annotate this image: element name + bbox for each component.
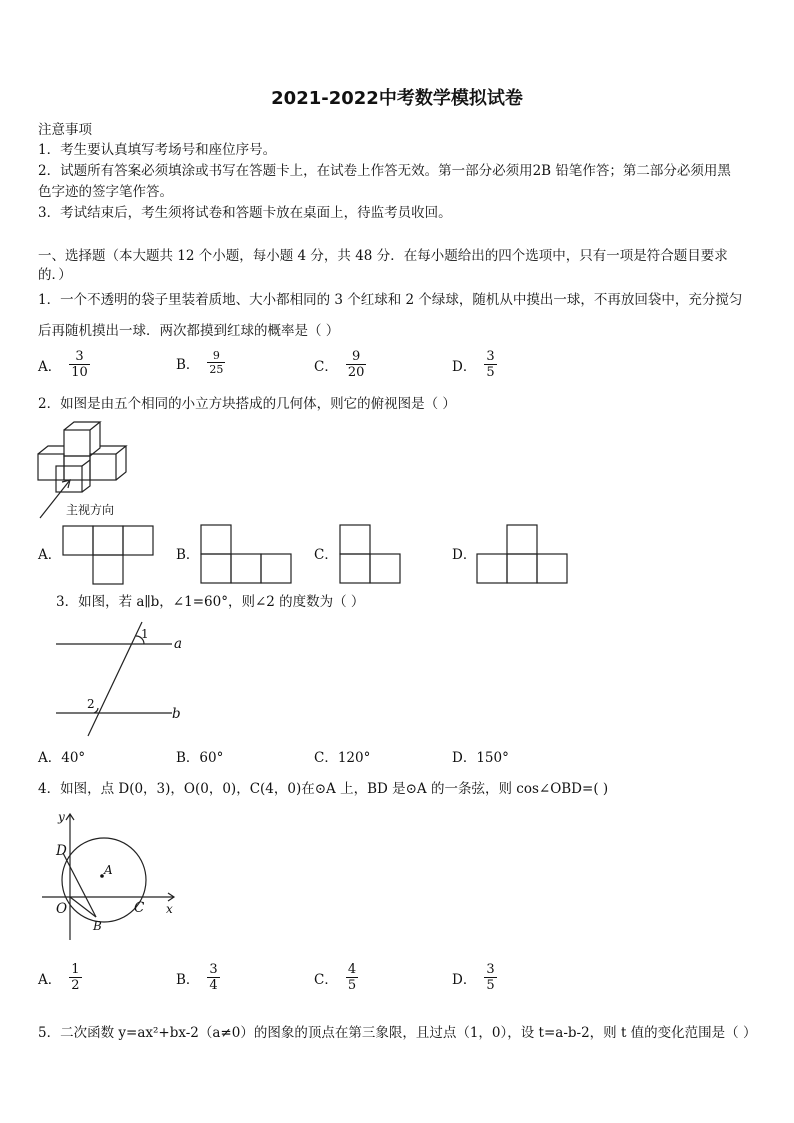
q4-point-b-label: B (93, 919, 102, 933)
q1-option-d[interactable]: D． $\frac{3}{5}$ (452, 349, 495, 380)
q3-angle1-label: 1 (141, 627, 149, 641)
notice-heading: 注意事项 (38, 122, 92, 138)
q3-angle2-label: 2 (87, 697, 95, 711)
notice-item: 2．试题所有答案必须填涂或书写在答题卡上，在试卷上作答无效。第一部分必须用2B 铅笔作答；第二部分必须用黑 (38, 163, 731, 179)
q1-option-c[interactable]: C． $\frac{9}{20}$ (314, 349, 365, 380)
q1-stem: 1．一个不透明的袋子里装着质地、大小都相同的 3 个红球和 2 个绿球，随机从中摸出一球，不再放回袋中，充分搅匀 (38, 292, 743, 308)
q5-stem: 5．二次函数 y=ax²+bx-2（a≠0）的图象的顶点在第三象限，且过点（1，0），设 t=a-b-2，则 t 值的变化范围是（ ） (38, 1025, 757, 1041)
q4-axis-x-label: x (166, 902, 173, 916)
q2-stem: 2．如图是由五个相同的小立方块搭成的几何体，则它的俯视图是（ ） (38, 396, 456, 412)
q1-option-b[interactable]: B． $\frac{9}{25}$ (176, 349, 224, 376)
view-direction-label: 主视方向 (66, 503, 115, 517)
q4-axis-y-label: y (58, 810, 65, 824)
section-heading-cont: 的．） (38, 267, 72, 283)
section-heading: 一、选择题（本大题共 12 个小题，每小题 4 分，共 48 分．在每小题给出的四个选项中，只有一项是符合题目要求 (38, 248, 728, 264)
q2-option-a-label[interactable]: A． (38, 547, 62, 563)
q2-option-a-grid (62, 525, 154, 585)
q2-option-d-label[interactable]: D． (452, 547, 477, 563)
q1-option-a[interactable]: A． $\frac{3}{10}$ (38, 349, 88, 380)
q4-option-b[interactable]: B． $\frac{3}{4}$ (176, 962, 218, 993)
q3-option-c[interactable]: C．120° (314, 750, 371, 766)
notice-item: 3．考试结束后，考生须将试卷和答题卡放在桌面上，待监考员收回。 (38, 205, 452, 221)
notice-item: 色字迹的签字笔作答。 (38, 184, 173, 200)
q2-option-c-grid (339, 524, 401, 584)
q4-option-c[interactable]: C． $\frac{4}{5}$ (314, 962, 357, 993)
q1-stem-cont: 后再随机摸出一球．两次都摸到红球的概率是（ ） (38, 323, 340, 339)
q4-point-d-label: D (56, 843, 67, 859)
q2-option-c-label[interactable]: C． (314, 547, 338, 563)
q4-point-o-label: O (56, 901, 68, 917)
q4-stem: 4．如图，点 D(0，3)，O(0，0)，C(4，0)在⊙A 上，BD 是⊙A 的一条弦，则 cos∠OBD=( ) (38, 781, 609, 797)
q3-option-a[interactable]: A．40° (38, 750, 86, 766)
q4-option-d[interactable]: D． $\frac{3}{5}$ (452, 962, 495, 993)
q4-point-a-label: A (104, 863, 113, 877)
page-title: 2021-2022中考数学模拟试卷 (271, 88, 523, 109)
q2-option-d-grid (476, 524, 568, 584)
q3-stem: 3．如图，若 a∥b，∠1=60°，则∠2 的度数为（ ） (56, 594, 365, 610)
notice-item: 1．考生要认真填写考场号和座位序号。 (38, 142, 277, 158)
q4-point-c-label: C (134, 900, 145, 916)
q3-parallel-lines-figure (54, 620, 184, 740)
q3-option-d[interactable]: D．150° (452, 750, 509, 766)
q4-option-a[interactable]: A． $\frac{1}{2}$ (38, 962, 80, 993)
q3-line-b-label: b (172, 706, 181, 722)
q3-option-b[interactable]: B．60° (176, 750, 224, 766)
q3-line-a-label: a (174, 636, 183, 652)
q2-option-b-label[interactable]: B． (176, 547, 200, 563)
q2-option-b-grid (200, 524, 292, 584)
